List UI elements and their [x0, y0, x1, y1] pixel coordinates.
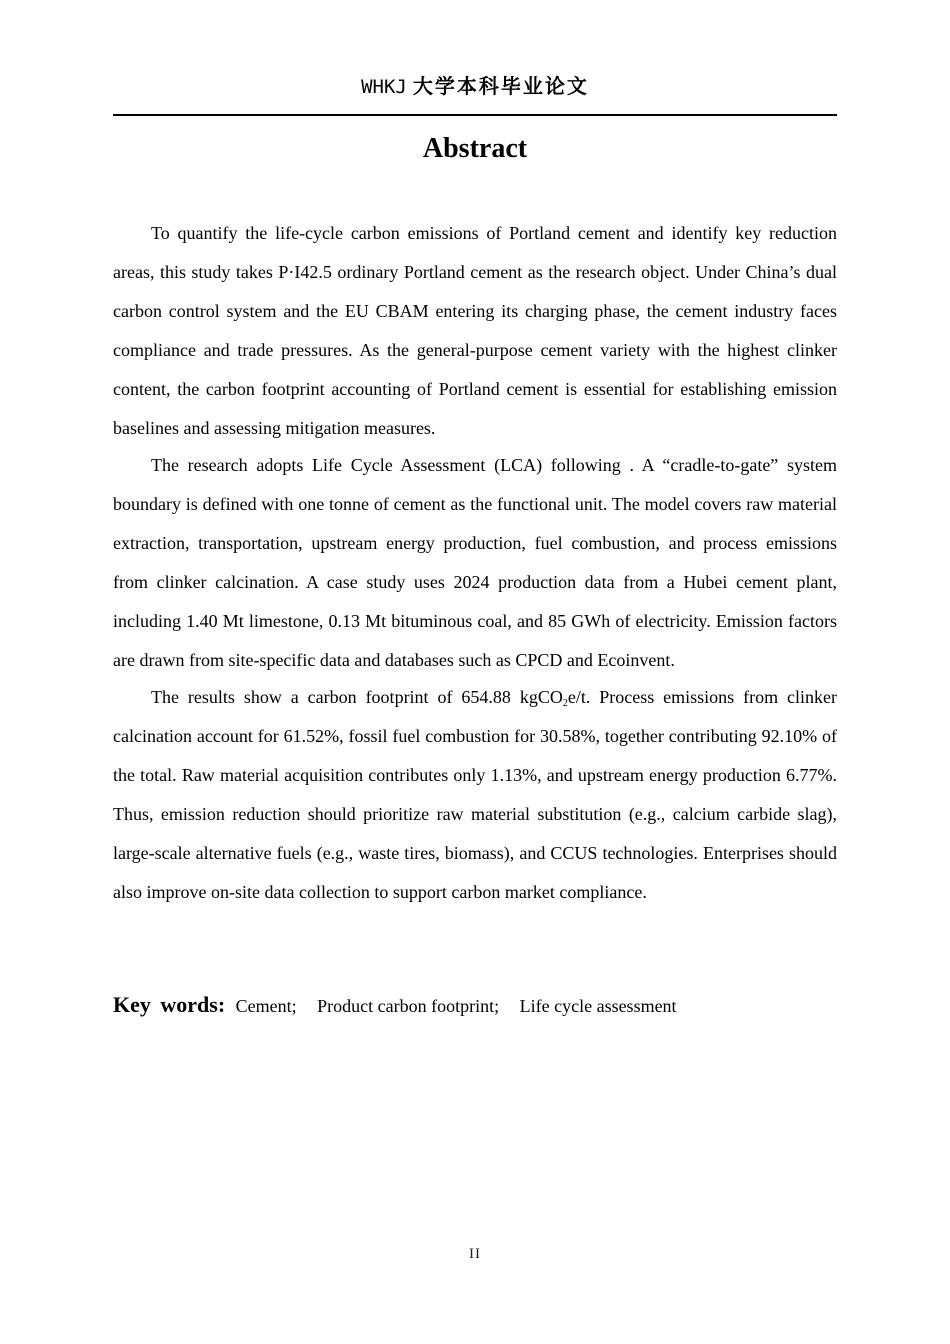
keywords-line — [113, 988, 837, 1023]
paragraph-3-text-start: The results show a carbon footprint of 654.88 kgCO — [151, 687, 563, 707]
keyword-item: Cement; — [235, 996, 297, 1016]
co2-subscript: 2 — [562, 698, 568, 709]
abstract-paragraph-1: To quantify the life-cycle carbon emissions of Portland cement and identify key reduction areas, this study takes P·I42.5 ordinary Portland cement as the research object. Under China’s dual carbon control system and the EU CBAM entering its charging phase, the cement industry faces compliance and trade pressures. As the general-purpose cement variety with the highest clinker content, the carbon footprint accounting of Portland cement is essential for establishing emission baselines and assessing mitigation measures. — [113, 223, 837, 438]
abstract-paragraph-3 — [113, 678, 837, 912]
running-header-cjk: 大学本科毕业论文 — [412, 74, 589, 98]
abstract-paragraph-2: The research adopts Life Cycle Assessment (LCA) following . A “cradle-to-gate” system boundary is defined with one tonne of cement as the functional unit. The model covers raw material extraction, transportation, upstream energy production, fuel combustion, and process emissions from clinker calcination. A case study uses 2024 production data from a Hubei cement plant, including 1.40 Mt limestone, 0.13 Mt bituminous coal, and 85 GWh of electricity. Emission factors are drawn from site-specific data and databases such as CPCD and Ecoinvent. — [113, 455, 837, 670]
paragraph-3-text-end: e/t. Process emissions from clinker calcination account for 61.52%, fossil fuel combustion for 30.58%, together contributing 92.10% of the total. Raw material acquisition contributes only 1.13%, and upstream energy production 6.77%. Thus, emission reduction should prioritize raw material substitution (e.g., calcium carbide slag), large-scale alternative fuels (e.g., waste tires, biomass), and CCUS technologies. Enterprises should also improve on-site data collection to support carbon market compliance. — [113, 687, 837, 902]
running-header — [113, 72, 837, 101]
abstract-body — [113, 214, 837, 912]
keywords-label: Key words: — [113, 992, 226, 1017]
page-number: II — [469, 1246, 481, 1262]
keyword-item: Product carbon footprint; — [317, 996, 500, 1016]
header-rule — [113, 114, 837, 116]
keyword-item: Life cycle assessment — [519, 996, 677, 1016]
running-header-latin: WHKJ — [361, 76, 407, 98]
abstract-title: Abstract — [422, 133, 528, 164]
